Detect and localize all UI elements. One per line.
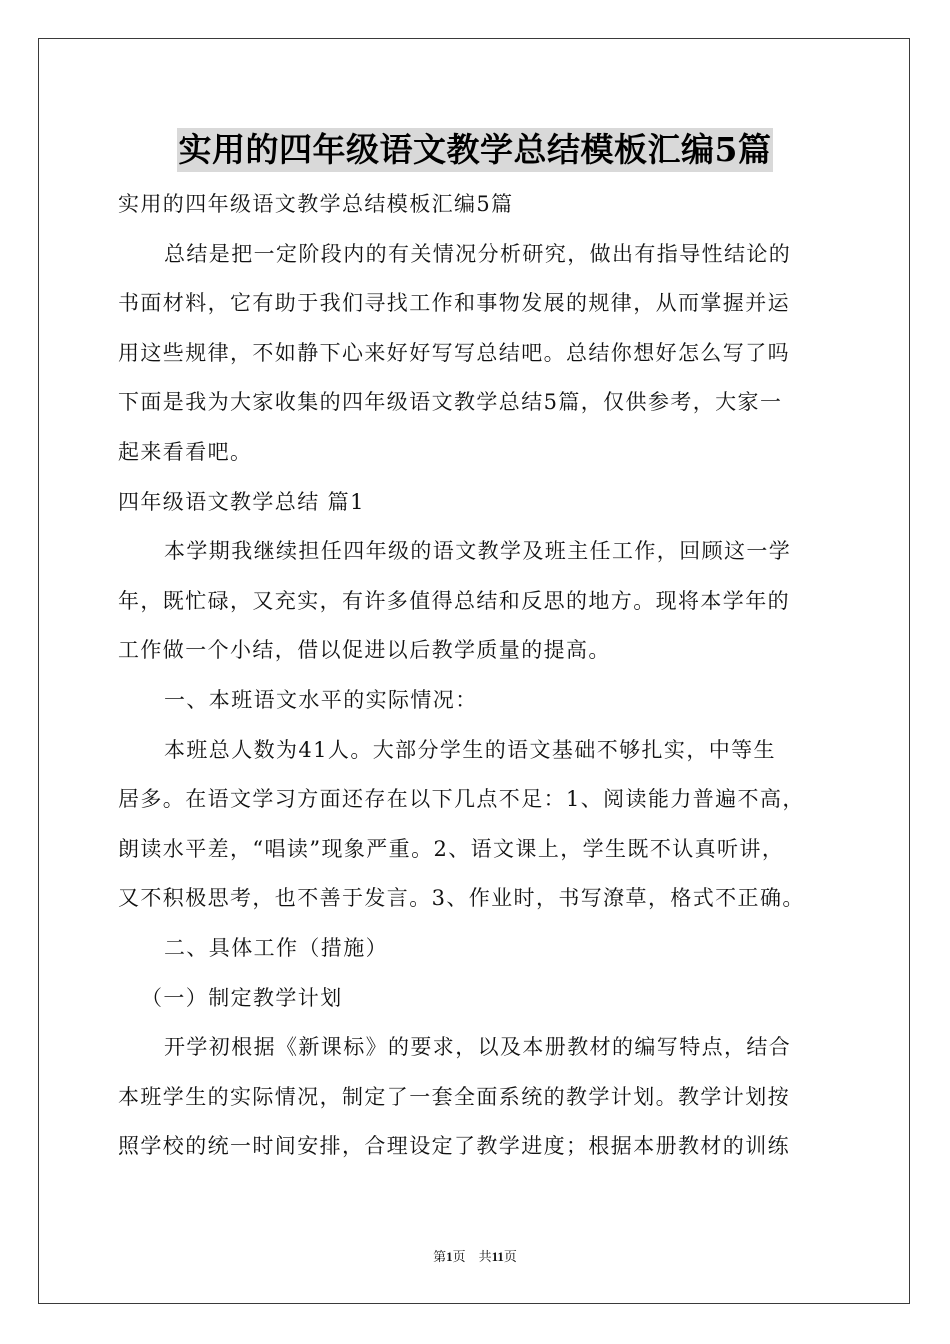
body-line: 照学校的统一时间安排，合理设定了教学进度；根据本册教材的训练 [118,1134,790,1159]
footer-mid: 页 共 [452,1249,492,1264]
body-line: 又不积极思考，也不善于发言。3、作业时，书写潦草，格式不正确。 [118,886,805,911]
footer-current-page: 1 [446,1249,453,1264]
body-line: 实用的四年级语文教学总结模板汇编5篇 [118,192,514,216]
body-line: 朗读水平差，“唱读”现象严重。2、语文课上，学生既不认真听讲， [118,836,785,861]
body-line: 开学初根据《新课标》的要求，以及本册教材的编写特点，结合 [164,1035,792,1060]
footer-prefix: 第 [433,1249,447,1264]
body-line: 用这些规律，不如静下心来好好写写总结吧。总结你想好怎么写了吗 [118,340,790,365]
body-line: 本学期我继续担任四年级的语文教学及班主任工作，回顾这一学 [164,539,792,564]
body-line: 起来看看吧。 [118,439,253,464]
document-body [118,180,833,1172]
body-line: 总结是把一定阶段内的有关情况分析研究，做出有指导性结论的 [164,241,792,266]
body-line: 居多。在语文学习方面还存在以下几点不足：1、阅读能力普遍不高， [118,787,805,812]
body-line: 二、具体工作（措施） [164,935,388,960]
body-line: 本班学生的实际情况，制定了一套全面系统的教学计划。教学计划按 [118,1084,790,1109]
body-line: 工作做一个小结，借以促进以后教学质量的提高。 [118,638,611,663]
body-line: 年，既忙碌，又充实，有许多值得总结和反思的地方。现将本学年的 [118,588,790,613]
body-line: （一）制定教学计划 [141,985,343,1010]
body-line: 书面材料，它有助于我们寻找工作和事物发展的规律，从而掌握并运 [118,291,790,316]
document-title: 实用的四年级语文教学总结模板汇编5篇 [177,128,774,172]
footer-suffix: 页 [503,1249,517,1264]
body-line: 本班总人数为41人。大部分学生的语文基础不够扎实，中等生 [164,737,776,762]
footer-total-pages: 11 [491,1249,504,1264]
body-line: 四年级语文教学总结 篇1 [118,489,365,514]
body-line: 一、本班语文水平的实际情况： [164,687,478,712]
title-container [0,128,950,172]
page-footer [0,1246,950,1265]
body-line: 下面是我为大家收集的四年级语文教学总结5篇，仅供参考，大家一 [118,390,783,415]
